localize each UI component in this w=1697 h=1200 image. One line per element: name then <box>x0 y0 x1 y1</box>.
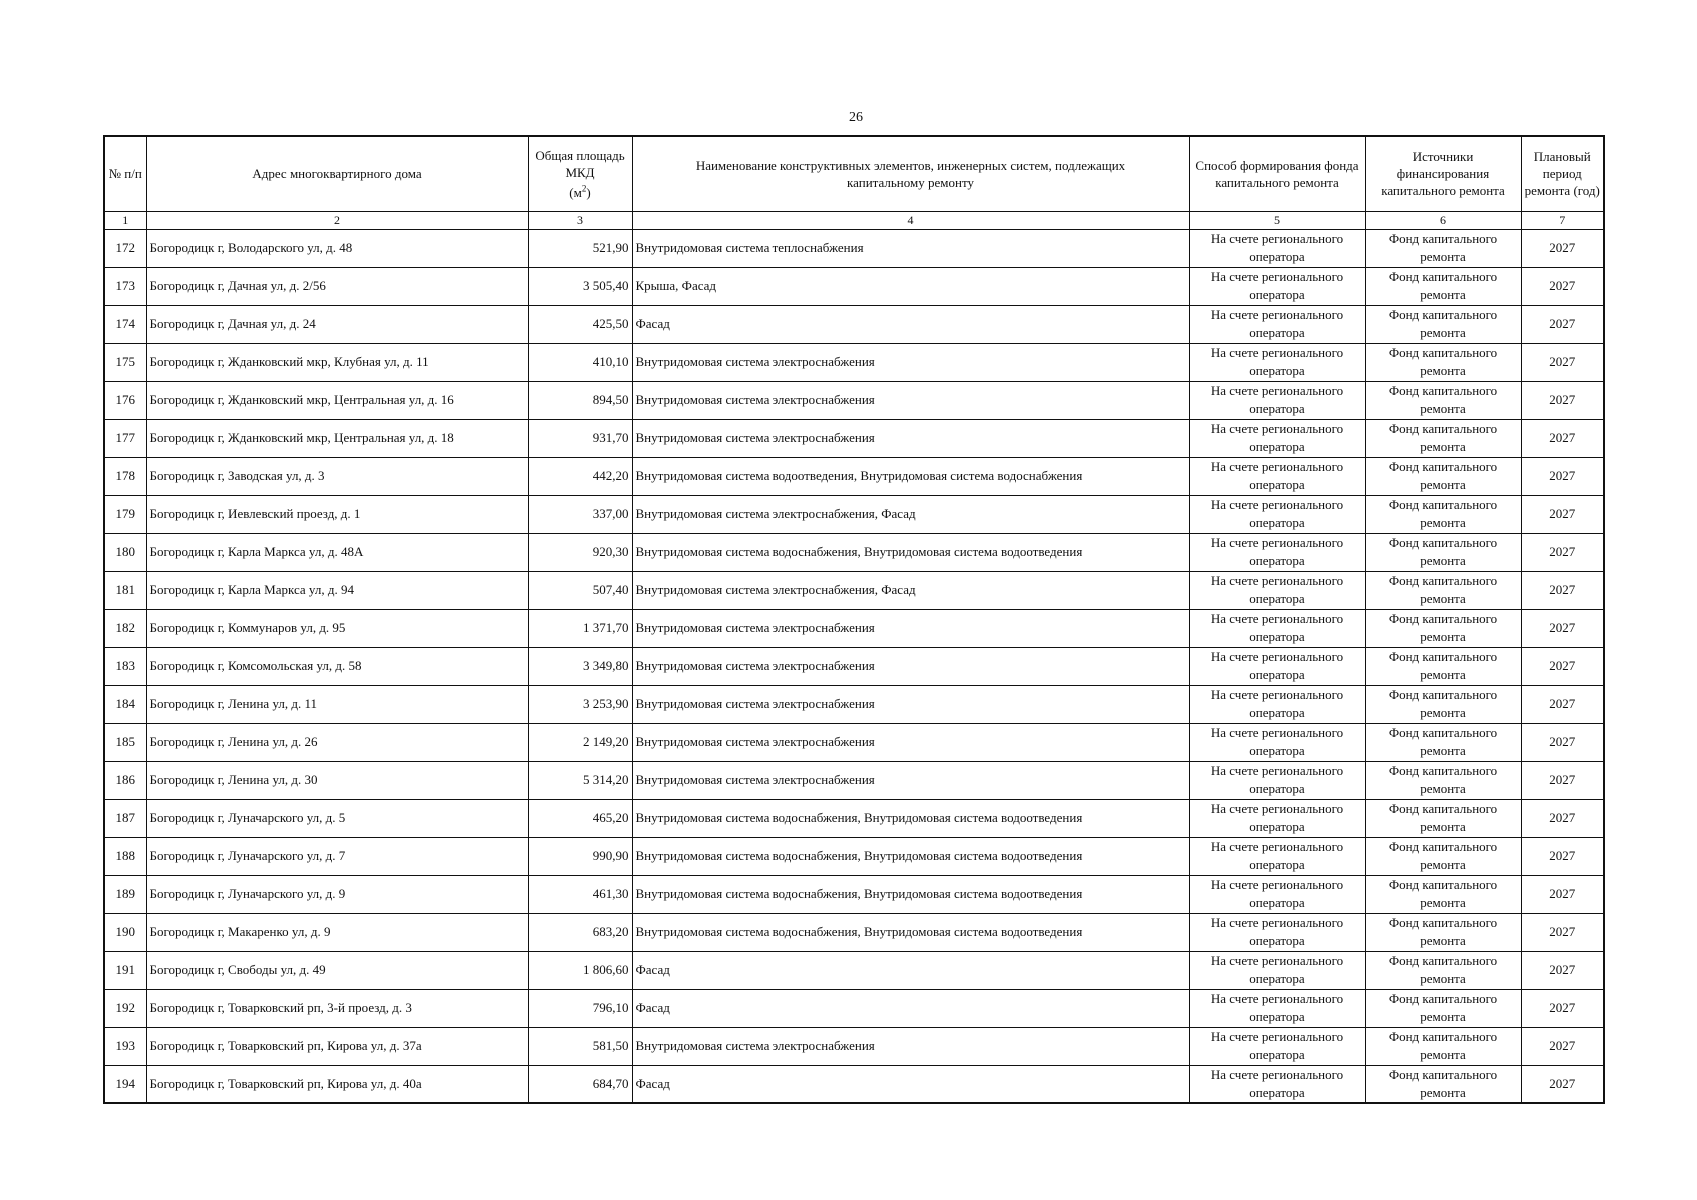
table-row <box>104 533 1604 571</box>
address-cell: Богородицк г, Луначарского ул, д. 9 <box>146 875 528 913</box>
area-cell: 3 349,80 <box>528 647 632 685</box>
row-number: 194 <box>104 1065 146 1103</box>
elements-cell: Внутридомовая система электроснабжения, Фасад <box>632 495 1189 533</box>
funding-source-cell: Фонд капитального ремонта <box>1365 761 1521 799</box>
address-cell: Богородицк г, Жданковский мкр, Клубная ул, д. 11 <box>146 343 528 381</box>
row-number: 188 <box>104 837 146 875</box>
row-number: 180 <box>104 533 146 571</box>
period-cell: 2027 <box>1521 457 1604 495</box>
period-cell: 2027 <box>1521 305 1604 343</box>
header-area-label: Общая площадь МКД <box>535 147 625 180</box>
fund-method-cell: На счете регионального оператора <box>1189 875 1365 913</box>
fund-method-cell: На счете регионального оператора <box>1189 761 1365 799</box>
header-fund-method: Способ формирования фонда капитального ремонта <box>1189 136 1365 211</box>
address-cell: Богородицк г, Ленина ул, д. 11 <box>146 685 528 723</box>
area-cell: 442,20 <box>528 457 632 495</box>
table-row <box>104 799 1604 837</box>
funding-source-cell: Фонд капитального ремонта <box>1365 1065 1521 1103</box>
fund-method-cell: На счете регионального оператора <box>1189 229 1365 267</box>
table-row <box>104 229 1604 267</box>
fund-method-cell: На счете регионального оператора <box>1189 1027 1365 1065</box>
column-number: 7 <box>1521 211 1604 229</box>
header-num: № п/п <box>104 136 146 211</box>
column-number: 5 <box>1189 211 1365 229</box>
table-row <box>104 723 1604 761</box>
row-number: 178 <box>104 457 146 495</box>
table-row <box>104 837 1604 875</box>
funding-source-cell: Фонд капитального ремонта <box>1365 495 1521 533</box>
address-cell: Богородицк г, Иевлевский проезд, д. 1 <box>146 495 528 533</box>
address-cell: Богородицк г, Карла Маркса ул, д. 48А <box>146 533 528 571</box>
period-cell: 2027 <box>1521 989 1604 1027</box>
funding-source-cell: Фонд капитального ремонта <box>1365 647 1521 685</box>
elements-cell: Внутридомовая система электроснабжения <box>632 723 1189 761</box>
column-number: 2 <box>146 211 528 229</box>
row-number: 174 <box>104 305 146 343</box>
address-cell: Богородицк г, Комсомольская ул, д. 58 <box>146 647 528 685</box>
funding-source-cell: Фонд капитального ремонта <box>1365 229 1521 267</box>
elements-cell: Внутридомовая система водоснабжения, Внутридомовая система водоотведения <box>632 913 1189 951</box>
funding-source-cell: Фонд капитального ремонта <box>1365 989 1521 1027</box>
period-cell: 2027 <box>1521 875 1604 913</box>
row-number: 181 <box>104 571 146 609</box>
row-number: 172 <box>104 229 146 267</box>
row-number: 187 <box>104 799 146 837</box>
area-cell: 2 149,20 <box>528 723 632 761</box>
elements-cell: Фасад <box>632 305 1189 343</box>
fund-method-cell: На счете регионального оператора <box>1189 457 1365 495</box>
header-area <box>528 136 632 211</box>
table-row <box>104 875 1604 913</box>
table-row <box>104 951 1604 989</box>
fund-method-cell: На счете регионального оператора <box>1189 267 1365 305</box>
header-sources: Источники финансирования капитального ремонта <box>1365 136 1521 211</box>
area-cell: 1 806,60 <box>528 951 632 989</box>
table-row <box>104 571 1604 609</box>
elements-cell: Внутридомовая система электроснабжения <box>632 685 1189 723</box>
funding-source-cell: Фонд капитального ремонта <box>1365 837 1521 875</box>
elements-cell: Внутридомовая система электроснабжения <box>632 381 1189 419</box>
address-cell: Богородицк г, Товарковский рп, Кирова ул, д. 40а <box>146 1065 528 1103</box>
funding-source-cell: Фонд капитального ремонта <box>1365 457 1521 495</box>
period-cell: 2027 <box>1521 647 1604 685</box>
address-cell: Богородицк г, Свободы ул, д. 49 <box>146 951 528 989</box>
period-cell: 2027 <box>1521 951 1604 989</box>
column-number: 6 <box>1365 211 1521 229</box>
elements-cell: Внутридомовая система электроснабжения <box>632 761 1189 799</box>
header-area-unit: $(м^2)$ <box>569 183 591 200</box>
header-elements: Наименование конструктивных элементов, инженерных систем, подлежащих капитальному ремонту <box>632 136 1189 211</box>
funding-source-cell: Фонд капитального ремонта <box>1365 381 1521 419</box>
area-cell: 5 314,20 <box>528 761 632 799</box>
area-cell: 796,10 <box>528 989 632 1027</box>
fund-method-cell: На счете регионального оператора <box>1189 609 1365 647</box>
address-cell: Богородицк г, Заводская ул, д. 3 <box>146 457 528 495</box>
area-cell: 894,50 <box>528 381 632 419</box>
period-cell: 2027 <box>1521 913 1604 951</box>
row-number: 185 <box>104 723 146 761</box>
elements-cell: Внутридомовая система электроснабжения <box>632 419 1189 457</box>
address-cell: Богородицк г, Карла Маркса ул, д. 94 <box>146 571 528 609</box>
period-cell: 2027 <box>1521 419 1604 457</box>
fund-method-cell: На счете регионального оператора <box>1189 647 1365 685</box>
fund-method-cell: На счете регионального оператора <box>1189 1065 1365 1103</box>
elements-cell: Внутридомовая система водоснабжения, Внутридомовая система водоотведения <box>632 875 1189 913</box>
row-number: 192 <box>104 989 146 1027</box>
elements-cell: Фасад <box>632 951 1189 989</box>
row-number: 191 <box>104 951 146 989</box>
period-cell: 2027 <box>1521 609 1604 647</box>
column-number: 4 <box>632 211 1189 229</box>
row-number: 182 <box>104 609 146 647</box>
fund-method-cell: На счете регионального оператора <box>1189 495 1365 533</box>
address-cell: Богородицк г, Володарского ул, д. 48 <box>146 229 528 267</box>
fund-method-cell: На счете регионального оператора <box>1189 419 1365 457</box>
table-row <box>104 381 1604 419</box>
funding-source-cell: Фонд капитального ремонта <box>1365 913 1521 951</box>
elements-cell: Внутридомовая система водоснабжения, Внутридомовая система водоотведения <box>632 837 1189 875</box>
header-address: Адрес многоквартирного дома <box>146 136 528 211</box>
address-cell: Богородицк г, Ленина ул, д. 26 <box>146 723 528 761</box>
area-cell: 1 371,70 <box>528 609 632 647</box>
row-number: 190 <box>104 913 146 951</box>
row-number: 189 <box>104 875 146 913</box>
fund-method-cell: На счете регионального оператора <box>1189 343 1365 381</box>
area-cell: 931,70 <box>528 419 632 457</box>
elements-cell: Внутридомовая система электроснабжения, Фасад <box>632 571 1189 609</box>
row-number: 179 <box>104 495 146 533</box>
period-cell: 2027 <box>1521 1065 1604 1103</box>
row-number: 175 <box>104 343 146 381</box>
table-row <box>104 1027 1604 1065</box>
table-row <box>104 457 1604 495</box>
address-cell: Богородицк г, Дачная ул, д. 24 <box>146 305 528 343</box>
period-cell: 2027 <box>1521 1027 1604 1065</box>
address-cell: Богородицк г, Дачная ул, д. 2/56 <box>146 267 528 305</box>
row-number: 176 <box>104 381 146 419</box>
funding-source-cell: Фонд капитального ремонта <box>1365 799 1521 837</box>
elements-cell: Внутридомовая система водоснабжения, Внутридомовая система водоотведения <box>632 533 1189 571</box>
area-cell: 425,50 <box>528 305 632 343</box>
table-header-row <box>104 136 1604 211</box>
column-number: 1 <box>104 211 146 229</box>
funding-source-cell: Фонд капитального ремонта <box>1365 951 1521 989</box>
funding-source-cell: Фонд капитального ремонта <box>1365 533 1521 571</box>
address-cell: Богородицк г, Жданковский мкр, Центральная ул, д. 16 <box>146 381 528 419</box>
table-row <box>104 913 1604 951</box>
fund-method-cell: На счете регионального оператора <box>1189 571 1365 609</box>
funding-source-cell: Фонд капитального ремонта <box>1365 267 1521 305</box>
elements-cell: Фасад <box>632 989 1189 1027</box>
fund-method-cell: На счете регионального оператора <box>1189 951 1365 989</box>
area-cell: 990,90 <box>528 837 632 875</box>
address-cell: Богородицк г, Товарковский рп, Кирова ул, д. 37а <box>146 1027 528 1065</box>
row-number: 184 <box>104 685 146 723</box>
area-cell: 410,10 <box>528 343 632 381</box>
table-row <box>104 647 1604 685</box>
elements-cell: Внутридомовая система электроснабжения <box>632 1027 1189 1065</box>
area-cell: 3 505,40 <box>528 267 632 305</box>
address-cell: Богородицк г, Жданковский мкр, Центральная ул, д. 18 <box>146 419 528 457</box>
funding-source-cell: Фонд капитального ремонта <box>1365 685 1521 723</box>
elements-cell: Внутридомовая система водоснабжения, Внутридомовая система водоотведения <box>632 799 1189 837</box>
address-cell: Богородицк г, Макаренко ул, д. 9 <box>146 913 528 951</box>
elements-cell: Внутридомовая система электроснабжения <box>632 647 1189 685</box>
elements-cell: Крыша, Фасад <box>632 267 1189 305</box>
table-row <box>104 343 1604 381</box>
area-cell: 521,90 <box>528 229 632 267</box>
address-cell: Богородицк г, Товарковский рп, 3-й проезд, д. 3 <box>146 989 528 1027</box>
repair-plan-table <box>103 135 1605 1104</box>
fund-method-cell: На счете регионального оператора <box>1189 533 1365 571</box>
row-number: 173 <box>104 267 146 305</box>
area-cell: 684,70 <box>528 1065 632 1103</box>
fund-method-cell: На счете регионального оператора <box>1189 685 1365 723</box>
address-cell: Богородицк г, Ленина ул, д. 30 <box>146 761 528 799</box>
address-cell: Богородицк г, Коммунаров ул, д. 95 <box>146 609 528 647</box>
period-cell: 2027 <box>1521 267 1604 305</box>
fund-method-cell: На счете регионального оператора <box>1189 989 1365 1027</box>
period-cell: 2027 <box>1521 571 1604 609</box>
period-cell: 2027 <box>1521 229 1604 267</box>
funding-source-cell: Фонд капитального ремонта <box>1365 419 1521 457</box>
funding-source-cell: Фонд капитального ремонта <box>1365 571 1521 609</box>
column-number-row <box>104 211 1604 229</box>
area-cell: 581,50 <box>528 1027 632 1065</box>
area-cell: 465,20 <box>528 799 632 837</box>
row-number: 186 <box>104 761 146 799</box>
row-number: 193 <box>104 1027 146 1065</box>
area-cell: 337,00 <box>528 495 632 533</box>
fund-method-cell: На счете регионального оператора <box>1189 723 1365 761</box>
area-cell: 3 253,90 <box>528 685 632 723</box>
fund-method-cell: На счете регионального оператора <box>1189 913 1365 951</box>
row-number: 177 <box>104 419 146 457</box>
table-row <box>104 609 1604 647</box>
table-row <box>104 1065 1604 1103</box>
period-cell: 2027 <box>1521 685 1604 723</box>
fund-method-cell: На счете регионального оператора <box>1189 799 1365 837</box>
funding-source-cell: Фонд капитального ремонта <box>1365 875 1521 913</box>
elements-cell: Внутридомовая система электроснабжения <box>632 343 1189 381</box>
elements-cell: Фасад <box>632 1065 1189 1103</box>
period-cell: 2027 <box>1521 381 1604 419</box>
table-row <box>104 305 1604 343</box>
period-cell: 2027 <box>1521 837 1604 875</box>
period-cell: 2027 <box>1521 761 1604 799</box>
table-row <box>104 495 1604 533</box>
funding-source-cell: Фонд капитального ремонта <box>1365 343 1521 381</box>
table-row <box>104 419 1604 457</box>
row-number: 183 <box>104 647 146 685</box>
table-row <box>104 989 1604 1027</box>
column-number: 3 <box>528 211 632 229</box>
table-body <box>104 229 1604 1103</box>
period-cell: 2027 <box>1521 723 1604 761</box>
area-cell: 507,40 <box>528 571 632 609</box>
table-row <box>104 761 1604 799</box>
period-cell: 2027 <box>1521 343 1604 381</box>
period-cell: 2027 <box>1521 495 1604 533</box>
elements-cell: Внутридомовая система теплоснабжения <box>632 229 1189 267</box>
area-cell: 461,30 <box>528 875 632 913</box>
address-cell: Богородицк г, Луначарского ул, д. 5 <box>146 799 528 837</box>
elements-cell: Внутридомовая система водоотведения, Внутридомовая система водоснабжения <box>632 457 1189 495</box>
period-cell: 2027 <box>1521 533 1604 571</box>
funding-source-cell: Фонд капитального ремонта <box>1365 1027 1521 1065</box>
address-cell: Богородицк г, Луначарского ул, д. 7 <box>146 837 528 875</box>
elements-cell: Внутридомовая система электроснабжения <box>632 609 1189 647</box>
period-cell: 2027 <box>1521 799 1604 837</box>
funding-source-cell: Фонд капитального ремонта <box>1365 609 1521 647</box>
area-cell: 920,30 <box>528 533 632 571</box>
page-number: 26 <box>849 110 863 125</box>
fund-method-cell: На счете регионального оператора <box>1189 305 1365 343</box>
area-cell: 683,20 <box>528 913 632 951</box>
fund-method-cell: На счете регионального оператора <box>1189 837 1365 875</box>
funding-source-cell: Фонд капитального ремонта <box>1365 305 1521 343</box>
funding-source-cell: Фонд капитального ремонта <box>1365 723 1521 761</box>
table-row <box>104 685 1604 723</box>
fund-method-cell: На счете регионального оператора <box>1189 381 1365 419</box>
table-row <box>104 267 1604 305</box>
header-period: Плановый период ремонта (год) <box>1521 136 1604 211</box>
